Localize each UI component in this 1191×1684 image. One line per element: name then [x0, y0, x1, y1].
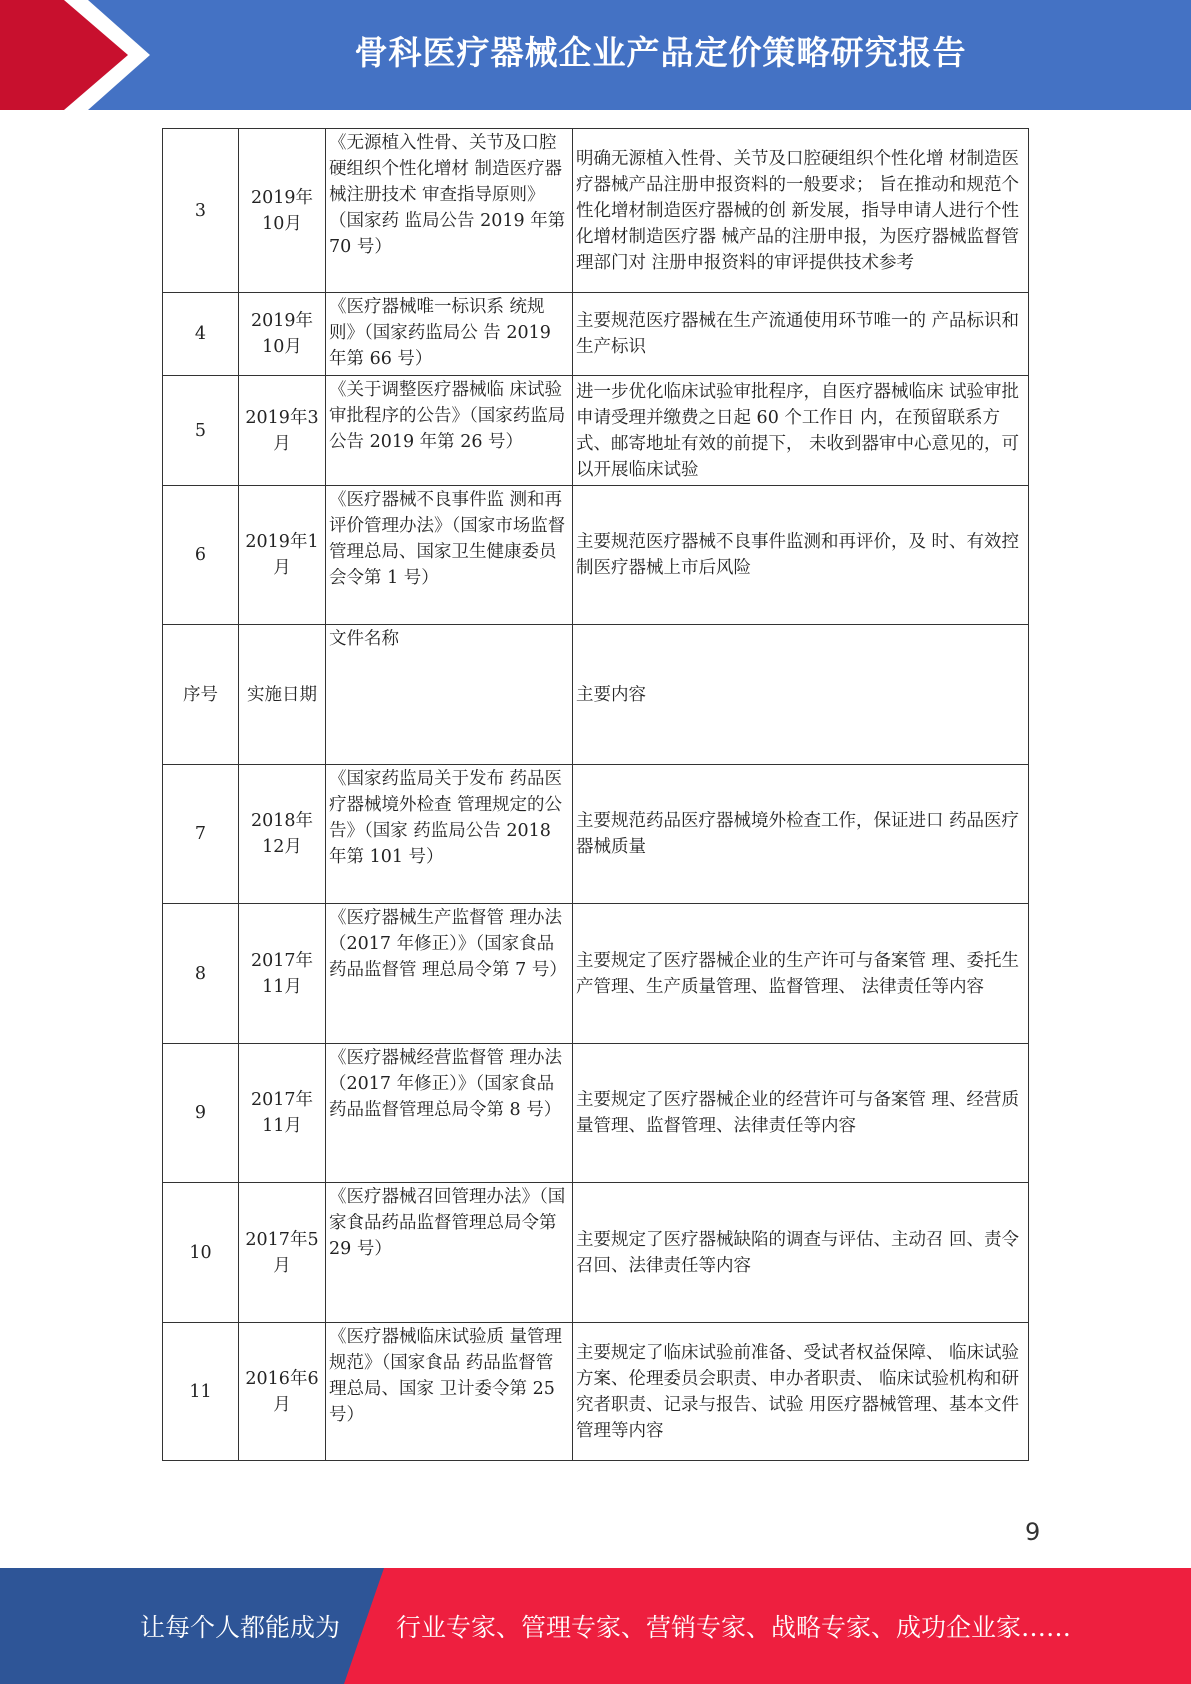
regulation-table: [162, 128, 1029, 1461]
cell-content: 主要规定了临床试验前准备、受试者权益保障、 临床试验方案、伦理委员会职责、申办者职责、 临床试验机构和研究者职责、记录与报告、试验 用医疗器械管理、基本文件管理等内容: [573, 1323, 1029, 1461]
cell-number: 6: [163, 486, 239, 625]
cell-content: 明确无源植入性骨、关节及口腔硬组织个性化增 材制造医疗器械产品注册申报资料的一般要求； 旨在推动和规范个性化增材制造医疗器械的创 新发展，指导申请人进行个性化增材制造医疗器 械产品的注册申报，为医疗器械监督管理部门对 注册申报资料的审评提供技术参考: [573, 129, 1029, 293]
cell-document-name: 《国家药监局关于发布 药品医疗器械境外检查 管理规定的公告》（国家 药监局公告 2018 年第 101 号）: [326, 765, 573, 904]
cell-number: 4: [163, 293, 239, 376]
header-cell-content: 主要内容: [573, 625, 1029, 765]
cell-content: 主要规定了医疗器械缺陷的调查与评估、主动召 回、责令召回、法律责任等内容: [573, 1183, 1029, 1323]
cell-number: 5: [163, 376, 239, 486]
cell-document-name: 《关于调整医疗器械临 床试验审批程序的公告》（国家药监局公告 2019 年第 26 号）: [326, 376, 573, 486]
header-cell-number: 序号: [163, 625, 239, 765]
cell-content: 主要规定了医疗器械企业的生产许可与备案管 理、委托生产管理、生产质量管理、监督管理、 法律责任等内容: [573, 904, 1029, 1044]
cell-date: 2019年10月: [239, 293, 326, 376]
table-row: [163, 376, 1029, 486]
cell-content: 主要规定了医疗器械企业的经营许可与备案管 理、经营质量管理、监督管理、法律责任等内容: [573, 1044, 1029, 1183]
cell-document-name: 《医疗器械唯一标识系 统规则》（国家药监局公 告 2019 年第 66 号）: [326, 293, 573, 376]
cell-date: 2018年12月: [239, 765, 326, 904]
cell-document-name: 《医疗器械不良事件监 测和再评价管理办法》（国家市场监督管理总局、国家卫生健康委员会令第 1 号）: [326, 486, 573, 625]
footer-slogan-right: 行业专家、管理专家、营销专家、战略专家、成功企业家……: [396, 1613, 1072, 1642]
cell-number: 10: [163, 1183, 239, 1323]
cell-number: 11: [163, 1323, 239, 1461]
cell-date: 2019年1月: [239, 486, 326, 625]
cell-number: 3: [163, 129, 239, 293]
table-row: [163, 129, 1029, 293]
table-row: [163, 486, 1029, 625]
cell-document-name: 《医疗器械临床试验质 量管理规范》（国家食品 药品监督管理总局、国家 卫计委令第 25 号）: [326, 1323, 573, 1461]
page-number: 9: [1025, 1518, 1041, 1546]
cell-document-name: 《医疗器械召回管理办法》（国家食品药品监督管理总局令第 29 号）: [326, 1183, 573, 1323]
table-row: [163, 904, 1029, 1044]
page-footer: [0, 1568, 1191, 1684]
footer-slogan-left: 让每个人都能成为: [140, 1613, 341, 1642]
table-row: [163, 1044, 1029, 1183]
cell-date: 2019年10月: [239, 129, 326, 293]
header-cell-document-name: 文件名称: [326, 625, 573, 765]
cell-date: 2017年11月: [239, 1044, 326, 1183]
cell-date: 2017年5月: [239, 1183, 326, 1323]
cell-content: 主要规范药品医疗器械境外检查工作，保证进口 药品医疗器械质量: [573, 765, 1029, 904]
cell-date: 2017年11月: [239, 904, 326, 1044]
header-cell-date: 实施日期: [239, 625, 326, 765]
cell-number: 7: [163, 765, 239, 904]
cell-document-name: 《无源植入性骨、关节及口腔硬组织个性化增材 制造医疗器械注册技术 审查指导原则》（国家药 监局公告 2019 年第 70 号）: [326, 129, 573, 293]
cell-content: 主要规范医疗器械不良事件监测和再评价，及 时、有效控制医疗器械上市后风险: [573, 486, 1029, 625]
table-row: [163, 1183, 1029, 1323]
cell-date: 2019年3月: [239, 376, 326, 486]
cell-number: 9: [163, 1044, 239, 1183]
table-row: [163, 1323, 1029, 1461]
table-row: [163, 293, 1029, 376]
cell-document-name: 《医疗器械经营监督管 理办法（2017 年修正）》（国家食品药品监督管理总局令第 8 号）: [326, 1044, 573, 1183]
table-header-row: [163, 625, 1029, 765]
cell-number: 8: [163, 904, 239, 1044]
report-title: 骨科医疗器械企业产品定价策略研究报告: [354, 33, 967, 72]
cell-content: 进一步优化临床试验审批程序，自医疗器械临床 试验审批申请受理并缴费之日起 60 个工作日 内，在预留联系方式、邮寄地址有效的前提下， 未收到器审中心意见的，可以开展临床试验: [573, 376, 1029, 486]
cell-document-name: 《医疗器械生产监督管 理办法（2017 年修正）》（国家食品药品监督管 理总局令第 7 号）: [326, 904, 573, 1044]
page-header: [0, 0, 1191, 110]
table-row: [163, 765, 1029, 904]
cell-date: 2016年6月: [239, 1323, 326, 1461]
header-chevron-icon: [0, 0, 160, 110]
cell-content: 主要规范医疗器械在生产流通使用环节唯一的 产品标识和生产标识: [573, 293, 1029, 376]
